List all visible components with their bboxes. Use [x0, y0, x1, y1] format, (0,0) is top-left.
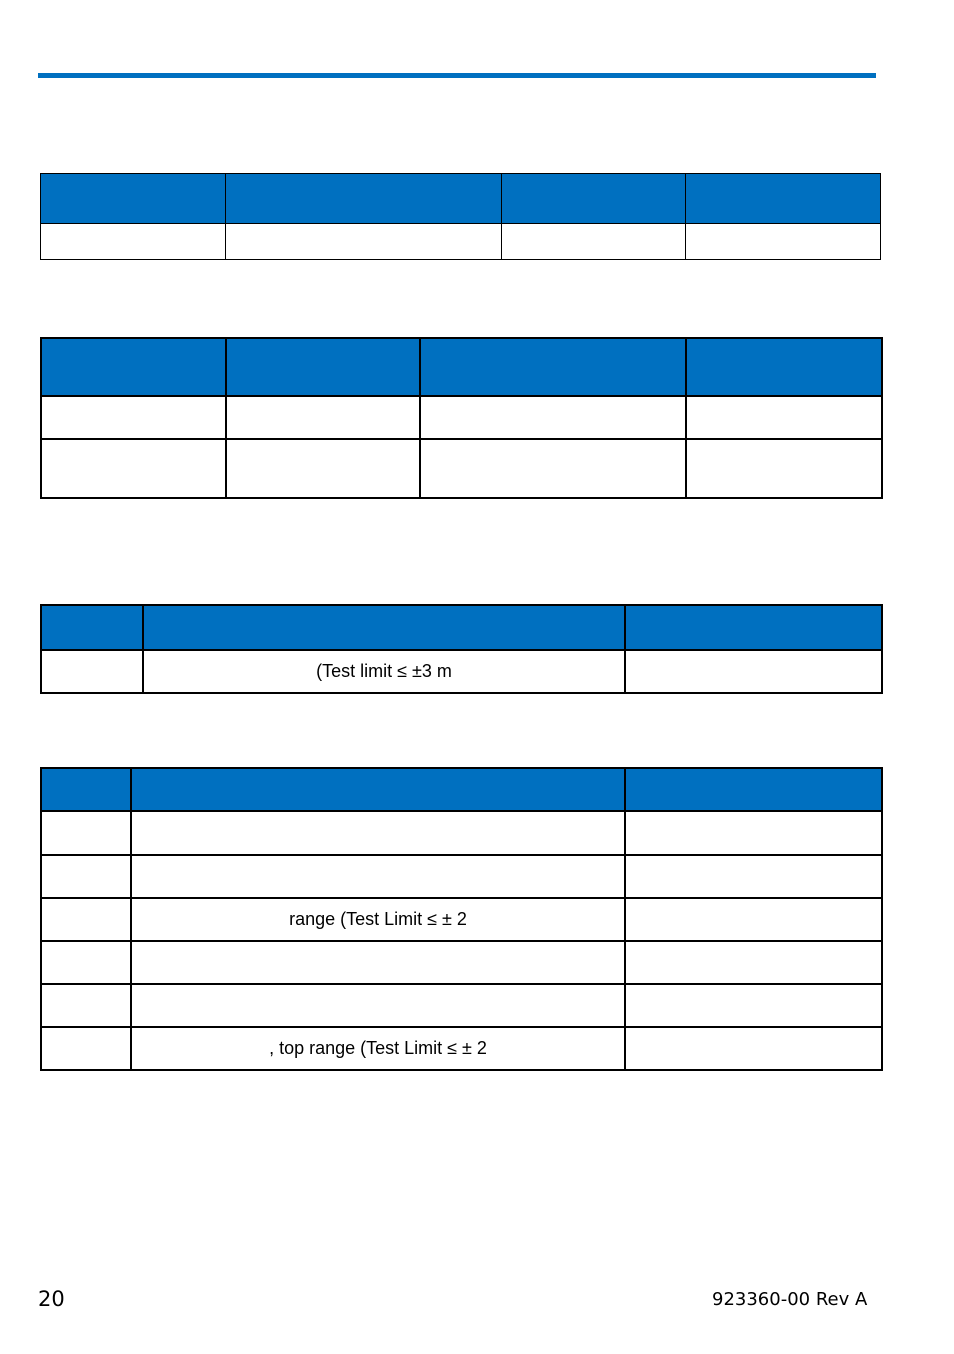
table-cell: range (Test Limit ≤ ± 2	[131, 898, 625, 941]
table-cell	[625, 1027, 882, 1070]
table-cell	[686, 396, 882, 439]
table-cell	[41, 811, 131, 855]
header-cell	[143, 605, 625, 650]
spec-table-2	[40, 337, 883, 499]
table-row	[41, 439, 882, 498]
header-cell	[420, 338, 686, 396]
header-cell	[226, 174, 502, 224]
table-cell	[41, 984, 131, 1027]
table-cell	[131, 941, 625, 984]
header-cell	[686, 174, 881, 224]
table-header-row	[41, 605, 882, 650]
header-cell	[41, 768, 131, 811]
table-header-row	[41, 174, 881, 224]
header-cell	[226, 338, 420, 396]
table-cell	[41, 855, 131, 898]
table-cell	[226, 439, 420, 498]
table-cell	[420, 439, 686, 498]
table-cell	[41, 396, 226, 439]
table-cell	[226, 224, 502, 260]
header-cell	[41, 174, 226, 224]
table-cell	[226, 396, 420, 439]
spec-table-1	[40, 173, 881, 260]
table-cell	[131, 855, 625, 898]
table-cell	[41, 898, 131, 941]
table-cell	[41, 224, 226, 260]
table-cell	[625, 898, 882, 941]
table-cell	[131, 984, 625, 1027]
table-row	[41, 224, 881, 260]
table-cell	[131, 811, 625, 855]
table-cell	[625, 984, 882, 1027]
table-cell	[41, 650, 143, 693]
spec-table-3	[40, 604, 883, 694]
header-cell	[131, 768, 625, 811]
table-header-row	[41, 768, 882, 811]
table-row	[41, 650, 882, 693]
table-cell	[625, 855, 882, 898]
table-cell	[502, 224, 686, 260]
table-row	[41, 855, 882, 898]
table-cell	[625, 941, 882, 984]
table-row	[41, 396, 882, 439]
table-cell	[625, 650, 882, 693]
document-id: 923360-00 Rev A	[712, 1289, 868, 1310]
table-cell	[625, 811, 882, 855]
header-rule	[38, 73, 876, 78]
header-cell	[686, 338, 882, 396]
header-cell	[41, 338, 226, 396]
table-row	[41, 941, 882, 984]
table-row	[41, 811, 882, 855]
table-cell: , top range (Test Limit ≤ ± 2	[131, 1027, 625, 1070]
table-cell	[686, 224, 881, 260]
spec-table-4	[40, 767, 883, 1071]
table-cell	[41, 1027, 131, 1070]
table-header-row	[41, 338, 882, 396]
table-row	[41, 984, 882, 1027]
table-row	[41, 1027, 882, 1070]
table-cell	[686, 439, 882, 498]
header-cell	[625, 605, 882, 650]
header-cell	[625, 768, 882, 811]
table-row	[41, 898, 882, 941]
page-number: 20	[38, 1287, 65, 1311]
table-cell	[41, 941, 131, 984]
table-cell: (Test limit ≤ ±3 m	[143, 650, 625, 693]
header-cell	[502, 174, 686, 224]
table-cell	[41, 439, 226, 498]
header-cell	[41, 605, 143, 650]
table-cell	[420, 396, 686, 439]
